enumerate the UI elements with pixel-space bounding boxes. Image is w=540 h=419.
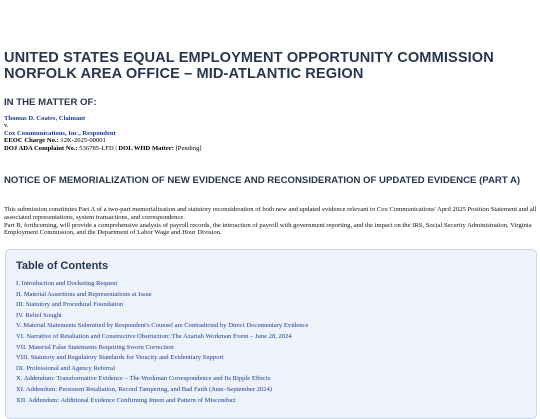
dol-matter-value: [Pending]	[175, 144, 202, 152]
eeoc-charge-line	[4, 137, 202, 144]
toc-list	[16, 279, 526, 406]
complaint-line	[4, 145, 202, 152]
doj-complaint-label: DOJ ADA Complaint No.:	[4, 144, 78, 152]
toc-link[interactable]: VI. Narrative of Retaliation and Constructive Obstruction: The Azariah Workman Event – June 28, 2024	[16, 332, 292, 340]
toc-link[interactable]: VII. Material False Statements Requiring Sworn Correction	[16, 343, 174, 351]
versus-marker: v.	[4, 122, 9, 130]
toc-link[interactable]: II. Material Assertions and Representations at Issue	[16, 290, 152, 298]
doj-complaint-number: 536785-LFD	[79, 144, 114, 152]
toc-link[interactable]: VIII. Statutory and Regulatory Standards for Veracity and Evidentiary Support	[16, 354, 224, 362]
toc-link[interactable]: IV. Relief Sought	[16, 311, 62, 319]
dol-matter-label: DOL WHD Matter:	[118, 144, 174, 152]
table-of-contents	[5, 249, 537, 419]
case-parties	[4, 115, 202, 152]
agency-title-line1: UNITED STATES EQUAL EMPLOYMENT OPPORTUNITY COMMISSION	[4, 50, 494, 66]
matter-heading: IN THE MATTER OF:	[4, 97, 97, 108]
eeoc-charge-number: 12K-2025-00001	[60, 137, 106, 145]
agency-title	[4, 50, 494, 82]
respondent-name: Cox Communications, Inc., Respondent	[4, 129, 116, 137]
toc-link[interactable]: IX. Professional and Agency Referral	[16, 364, 116, 372]
toc-link[interactable]: X. Addendum: Transformative Evidence – The Workman Correspondence and Its Ripple Effects	[16, 375, 271, 383]
agency-title-line2: NORFOLK AREA OFFICE – MID-ATLANTIC REGION	[4, 66, 364, 82]
toc-link[interactable]: XII. Addendum: Additional Evidence Confirming Intent and Pattern of Misconduct	[16, 396, 236, 404]
toc-title: Table of Contents	[16, 260, 109, 272]
toc-link[interactable]: III. Statutory and Procedural Foundation	[16, 301, 124, 309]
eeoc-charge-label: EEOC Charge No.:	[4, 137, 59, 145]
claimant-name: Thomas D. Coates, Claimant	[4, 115, 86, 122]
notice-body	[4, 206, 538, 237]
toc-link[interactable]: I. Introduction and Docketing Request	[16, 280, 118, 287]
notice-paragraph-1: This submission constitutes Part A of a two-part memorialization and statutory reconsideration of both new and updated evidence relevant to Cox Communications' April 2025 Position Statement and all associated representations, system transactions, and correspondence.	[4, 206, 537, 221]
toc-link[interactable]: XI. Addendum: Persistent Retaliation, Record Tampering, and Bad Faith (June–September 2024)	[16, 385, 272, 393]
toc-link[interactable]: V. Material Statements Submitted by Respondent's Counsel are Contradicted by Direct Documentary Evidence	[16, 322, 309, 330]
notice-heading: NOTICE OF MEMORIALIZATION OF NEW EVIDENCE AND RECONSIDERATION OF UPDATED EVIDENCE (PART A)	[4, 175, 521, 186]
separator: |	[115, 144, 117, 152]
notice-paragraph-2: Part B, forthcoming, will provide a comprehensive analysis of payroll records, the interaction of payroll with government reporting, and the impact on the IRS, Social Security Administration, Virginia Employment Commission, and the Department of Labor Wage and Hour Division.	[4, 221, 532, 237]
